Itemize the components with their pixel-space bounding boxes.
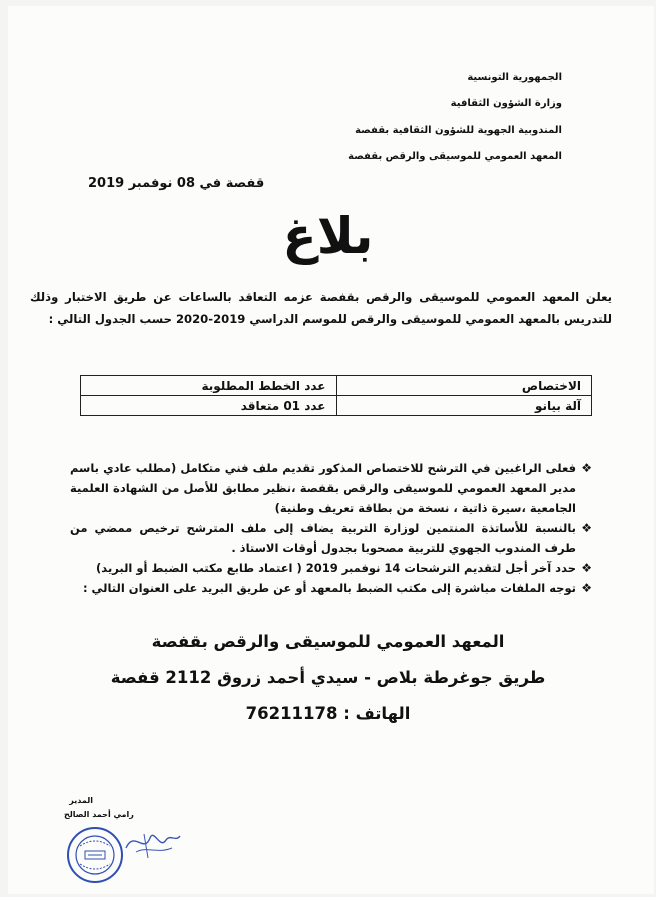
header-ministry: وزارة الشؤون الثقافية bbox=[450, 98, 562, 109]
announcement-paragraph: يعلن المعهد العمومي للموسيقى والرقص بقفصة عزمه التعاقد بالساعات عن طريق الاختبار وذلك للتدريس بالمعهد العمومي للموسيقى والرقص للموسم الدراسي 2019-2020 حسب الجدول التالي : bbox=[30, 290, 612, 326]
table-header-cell: الاختصاص bbox=[336, 376, 592, 396]
address-phone: الهاتف : 76211178 bbox=[245, 704, 411, 723]
diamond-bullet-icon: ❖ bbox=[581, 581, 592, 595]
header-institute: المعهد العمومي للموسيقى والرقص بقفصة bbox=[348, 151, 562, 162]
list-item bbox=[70, 578, 592, 598]
table-row bbox=[81, 396, 592, 416]
table-header-row bbox=[81, 376, 592, 396]
header-delegation: المندوبية الجهوية للشؤون الثقافية بقفصة bbox=[355, 125, 562, 136]
conditions-list bbox=[70, 458, 592, 598]
diamond-bullet-icon: ❖ bbox=[581, 561, 592, 575]
signature-title: المدير bbox=[69, 796, 93, 805]
document-page bbox=[8, 6, 654, 894]
table-cell: عدد 01 متعاقد bbox=[81, 396, 337, 416]
list-item-text: بالنسبة للأساتذة المنتمين لوزارة التربية يضاف إلى ملف المترشح ترخيص ممضي من طرف المندوب الجهوي للتربية مصحوبا بجدول أوقات الاستاذ . bbox=[70, 521, 576, 555]
official-stamp-icon bbox=[66, 826, 124, 884]
handwritten-signature-icon bbox=[120, 818, 184, 862]
list-item-text: فعلى الراغبين في الترشح للاختصاص المذكور تقديم ملف فني متكامل (مطلب عادي باسم مدير المعهد العمومي للموسيقى والرقص بقفصة ،نظير مطابق للأصل من الشهادة العلمية الجامعية ،سيرة ذاتية ، نسخة من بطاقة تعريف وطنية) bbox=[70, 461, 576, 515]
header-republic: الجمهورية التونسية bbox=[467, 72, 562, 83]
positions-table bbox=[80, 375, 592, 416]
list-item bbox=[70, 518, 592, 558]
signature-name: رامي أحمد الصالح bbox=[64, 810, 134, 819]
address-street: طريق جوغرطة بلاص - سيدي أحمد زروق 2112 قفصة bbox=[110, 668, 546, 687]
table-header-cell: عدد الخطط المطلوبة bbox=[81, 376, 337, 396]
table-cell: آلة بيانو bbox=[336, 396, 592, 416]
document-title: بلاغ bbox=[282, 207, 374, 265]
diamond-bullet-icon: ❖ bbox=[581, 521, 592, 535]
list-item-text: حدد آخر أجل لتقديم الترشحات 14 نوفمبر 2019 ( اعتماد طابع مكتب الضبط أو البريد) bbox=[96, 561, 576, 575]
document-date: قفصة في 08 نوفمبر 2019 bbox=[88, 176, 265, 191]
diamond-bullet-icon: ❖ bbox=[581, 461, 592, 475]
list-item bbox=[70, 458, 592, 518]
list-item bbox=[70, 558, 592, 578]
list-item-text: توجه الملفات مباشرة إلى مكتب الضبط بالمعهد أو عن طريق البريد على العنوان التالي : bbox=[82, 581, 576, 595]
address-institute-name: المعهد العمومي للموسيقى والرقص بقفصة bbox=[151, 632, 505, 651]
